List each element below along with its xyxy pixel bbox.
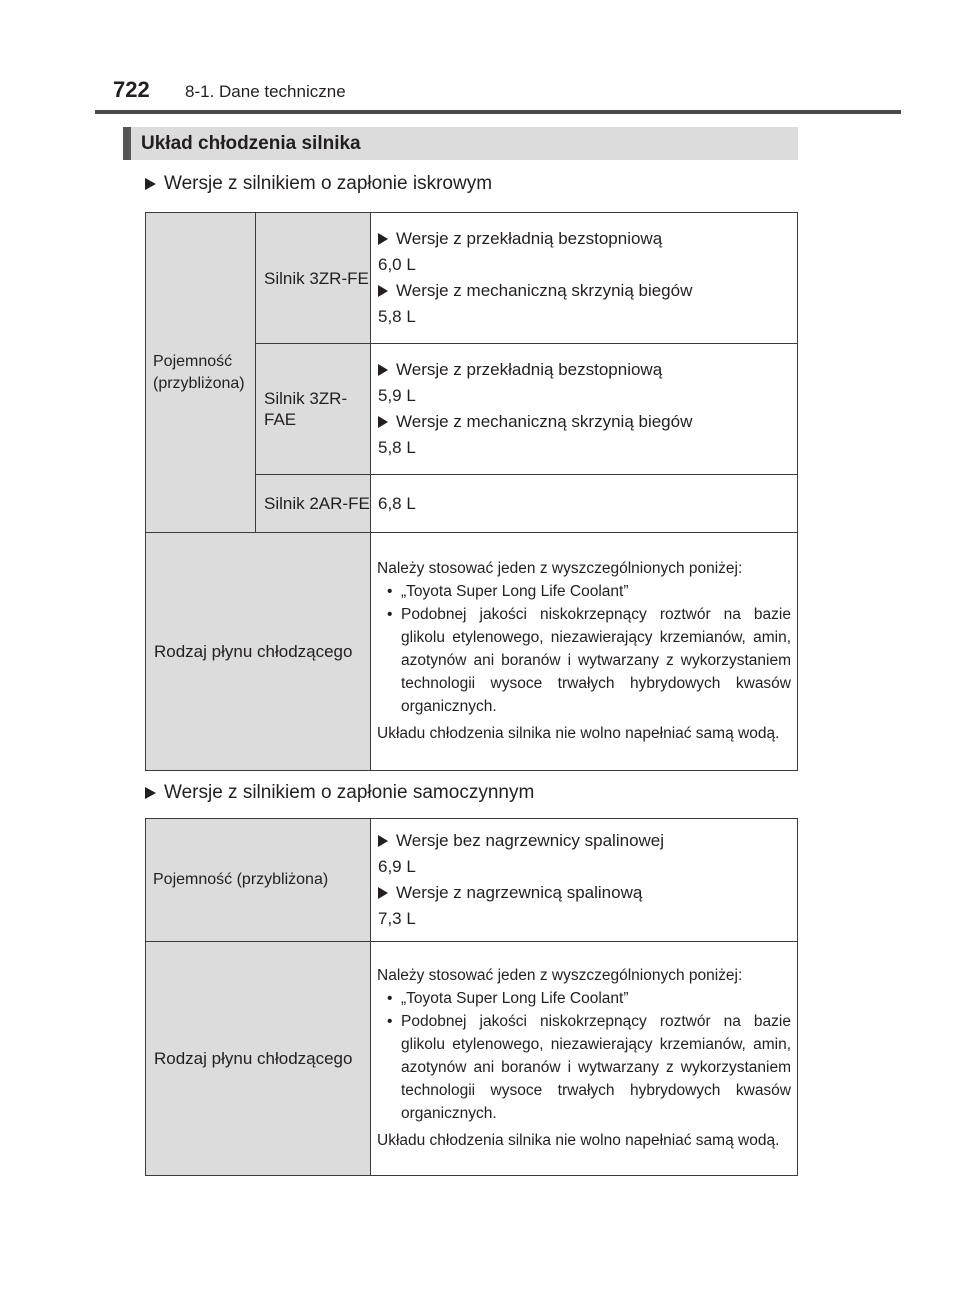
capacity-value: 5,8 L: [378, 307, 416, 326]
capacity-label: Pojemność (przybliżona): [146, 213, 256, 533]
capacity-value: 6,0 L: [378, 255, 416, 274]
coolant-note: Układu chłodzenia silnika nie wolno napełniać samą wodą.: [377, 1131, 780, 1149]
variant-label: Wersje z nagrzewnicą spalinową: [378, 883, 797, 903]
coolant-item: • Podobnej jakości niskokrzepnący roztwór na bazie glikolu etylenowego, niezawierający krzemianów, amin, azotynów ani boranów i wytwarzany z wykorzystaniem technologii wysoce trwałych hybrydowych kwasów organicznych.: [401, 1010, 791, 1125]
triangle-bullet-icon: [378, 233, 388, 245]
coolant-description: [371, 942, 798, 1176]
capacity-values: [371, 344, 798, 475]
variant-label: Wersje bez nagrzewnicy spalinowej: [378, 831, 797, 851]
coolant-type-label: Rodzaj płynu chłodzącego: [146, 533, 371, 771]
triangle-bullet-icon: [378, 887, 388, 899]
capacity-value: 6,8 L: [378, 493, 416, 513]
coolant-description: [371, 533, 798, 771]
section-header: [123, 127, 798, 160]
coolant-note: Układu chłodzenia silnika nie wolno napełniać samą wodą.: [377, 724, 780, 742]
variant-label: Wersje z przekładnią bezstopniową: [378, 229, 797, 249]
variant-label: Wersje z mechaniczną skrzynią biegów: [378, 412, 797, 432]
section-title: Układ chłodzenia silnika: [141, 133, 361, 154]
triangle-bullet-icon: [145, 787, 156, 799]
compression-ignition-table: [145, 818, 798, 1176]
chapter-title: 8-1. Dane techniczne: [185, 82, 346, 101]
capacity-label: Pojemność (przybliżona): [146, 819, 371, 942]
triangle-bullet-icon: [378, 364, 388, 376]
triangle-bullet-icon: [378, 835, 388, 847]
subsection-compression-ignition: Wersje z silnikiem o zapłonie samoczynnym: [145, 782, 534, 804]
capacity-values: [371, 213, 798, 344]
triangle-bullet-icon: [378, 416, 388, 428]
engine-name: Silnik 3ZR-FE: [256, 213, 371, 344]
variant-label: Wersje z mechaniczną skrzynią biegów: [378, 281, 797, 301]
triangle-bullet-icon: [378, 285, 388, 297]
spark-ignition-table: [145, 212, 798, 771]
capacity-value: 6,9 L: [378, 857, 416, 876]
page-number: 722: [113, 77, 150, 102]
triangle-bullet-icon: [145, 178, 156, 190]
variant-label: Wersje z przekładnią bezstopniową: [378, 360, 797, 380]
subsection-spark-ignition: Wersje z silnikiem o zapłonie iskrowym: [145, 173, 492, 195]
coolant-intro: Należy stosować jeden z wyszczególnionych poniżej:: [377, 559, 743, 577]
coolant-intro: Należy stosować jeden z wyszczególnionych poniżej:: [377, 966, 743, 984]
coolant-item: • „Toyota Super Long Life Coolant”: [401, 987, 791, 1010]
section-header-bar: [123, 127, 131, 160]
capacity-values: [371, 475, 798, 533]
coolant-item: • Podobnej jakości niskokrzepnący roztwór na bazie glikolu etylenowego, niezawierający krzemianów, amin, azotynów ani boranów i wytwarzany z wykorzystaniem technologii wysoce trwałych hybrydowych kwasów organicznych.: [401, 603, 791, 718]
coolant-type-label: Rodzaj płynu chłodzącego: [146, 942, 371, 1176]
header-rule: [95, 110, 901, 114]
engine-name: Silnik 3ZR-FAE: [256, 344, 371, 475]
capacity-value: 7,3 L: [378, 909, 416, 928]
capacity-value: 5,9 L: [378, 386, 416, 405]
capacity-values: [371, 819, 798, 942]
coolant-item: • „Toyota Super Long Life Coolant”: [401, 580, 791, 603]
capacity-value: 5,8 L: [378, 438, 416, 457]
engine-name: Silnik 2AR-FE: [256, 475, 371, 533]
